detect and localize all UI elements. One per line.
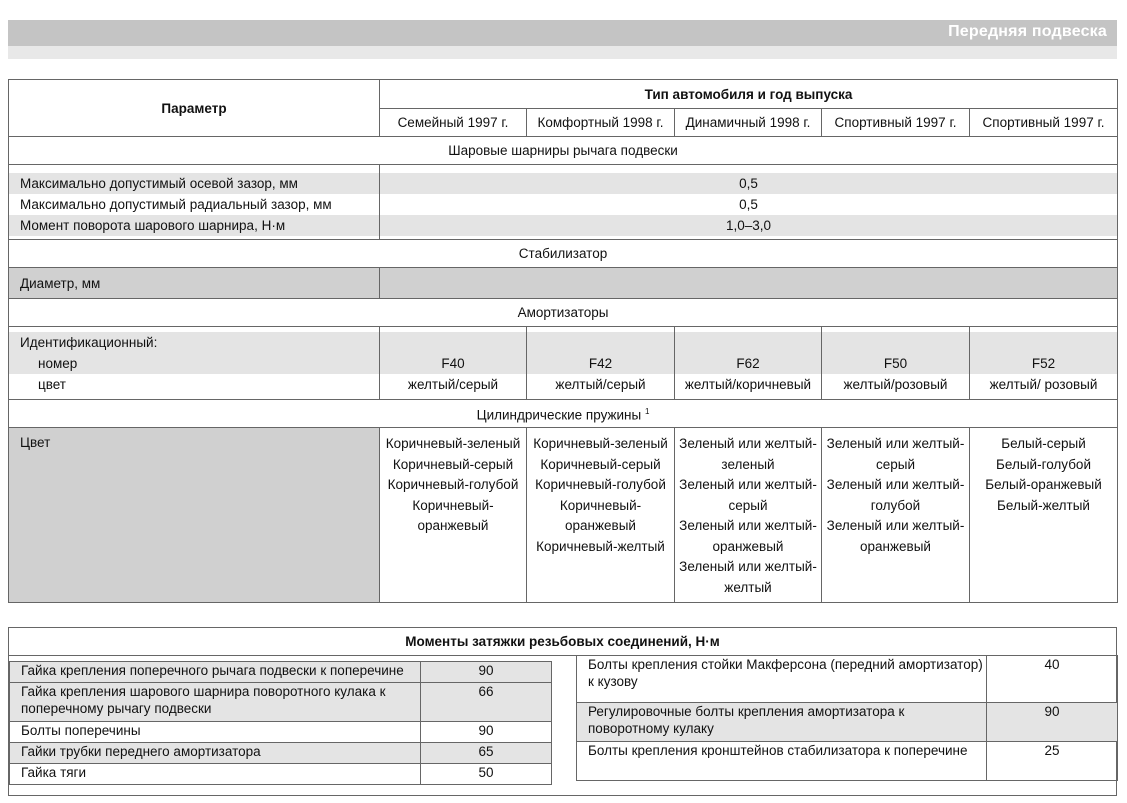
row-label: Максимально допустимый радиальный зазор, мм bbox=[20, 197, 332, 212]
torque-item-value: 65 bbox=[421, 743, 552, 764]
spring-color-item: Коричневый-голубой bbox=[387, 477, 519, 492]
section-header-bar bbox=[8, 20, 1117, 46]
torque-item-value: 40 bbox=[987, 656, 1118, 703]
column-header: Комфортный 1998 г. bbox=[527, 109, 675, 137]
spring-color-item: Коричневый-голубой bbox=[535, 477, 666, 492]
row-value: 1,0–3,0 bbox=[380, 215, 1117, 236]
torque-item-name: Болты поперечины bbox=[10, 722, 421, 743]
shock-number: F40 bbox=[380, 353, 526, 374]
spring-color-item: Белый-оранжевый bbox=[985, 477, 1102, 492]
spring-color-item: Коричневый-оранжевый bbox=[412, 497, 494, 533]
springs-footnote: 1 bbox=[644, 407, 650, 417]
torque-row bbox=[10, 743, 552, 764]
row-label: номер bbox=[9, 353, 379, 374]
group-header: Тип автомобиля и год выпуска bbox=[380, 80, 1118, 109]
row-label: Идентификационный: bbox=[9, 332, 379, 353]
torque-row bbox=[10, 722, 552, 743]
torque-table-left bbox=[9, 661, 552, 785]
spring-color-item: Зеленый или желтый-серый bbox=[679, 477, 817, 513]
spring-color-item: Коричневый-серый bbox=[540, 456, 661, 472]
torque-item-value: 50 bbox=[421, 764, 552, 785]
spring-color-item: Зеленый или желтый-оранжевый bbox=[826, 518, 965, 554]
shock-color: желтый/коричневый bbox=[684, 377, 812, 392]
shock-number: F62 bbox=[675, 353, 821, 374]
spring-color-item: Зеленый или желтый-оранжевый bbox=[679, 518, 817, 554]
row-label: Диаметр, мм bbox=[9, 268, 380, 299]
spring-color-item: Зеленый или желтый-голубой bbox=[826, 477, 965, 513]
torque-item-value: 66 bbox=[421, 683, 552, 722]
row-label: Максимально допустимый осевой зазор, мм bbox=[9, 173, 379, 194]
shock-cell bbox=[380, 327, 527, 400]
shock-cell bbox=[822, 327, 970, 400]
shock-number: F42 bbox=[527, 353, 674, 374]
spring-color-item: Зеленый или желтый-зеленый bbox=[679, 436, 817, 472]
row-label: цвет bbox=[38, 377, 66, 392]
shock-color: желтый/розовый bbox=[843, 377, 948, 392]
row-label: Цвет bbox=[9, 428, 380, 603]
torque-title: Моменты затяжки резьбовых соединений, Н·м bbox=[9, 628, 1116, 656]
torque-item-name: Регулировочные болты крепления амортизатора к поворотному кулаку bbox=[577, 703, 987, 742]
shock-color: желтый/серый bbox=[555, 377, 646, 392]
torque-item-name: Болты крепления кронштейнов стабилизатора к поперечине bbox=[577, 742, 987, 781]
shock-cell bbox=[675, 327, 822, 400]
torque-row bbox=[10, 683, 552, 722]
ball-joint-values bbox=[380, 165, 1118, 240]
shock-cell bbox=[527, 327, 675, 400]
section-title-stabilizer: Стабилизатор bbox=[9, 240, 1118, 268]
spring-color-item: Белый-серый bbox=[1001, 436, 1086, 451]
shock-color: желтый/ розовый bbox=[989, 377, 1098, 392]
torque-item-name: Гайка крепления шарового шарнира поворотного кулака к поперечному рычагу подвески bbox=[10, 683, 421, 722]
spring-color-item: Белый-голубой bbox=[996, 456, 1091, 472]
stabilizer-diameter-value bbox=[380, 268, 1118, 299]
column-header: Динамичный 1998 г. bbox=[675, 109, 822, 137]
torque-row bbox=[577, 742, 1118, 781]
torque-item-name: Гайки трубки переднего амортизатора bbox=[10, 743, 421, 764]
torque-row bbox=[10, 764, 552, 785]
ball-joint-labels bbox=[9, 165, 380, 240]
torque-row bbox=[577, 703, 1118, 742]
spring-colors bbox=[380, 428, 527, 603]
spring-colors bbox=[675, 428, 822, 603]
shock-color: желтый/серый bbox=[407, 377, 499, 392]
section-title: Передняя подвеска bbox=[948, 23, 1107, 40]
section-title-ball-joints: Шаровые шарниры рычага подвески bbox=[9, 137, 1118, 165]
torque-row bbox=[10, 662, 552, 683]
header-shadow-bar bbox=[8, 46, 1117, 59]
torque-item-value: 90 bbox=[421, 662, 552, 683]
section-title-shocks: Амортизаторы bbox=[9, 299, 1118, 327]
torque-item-name: Болты крепления стойки Макферсона (передний амортизатор) к кузову bbox=[577, 656, 987, 703]
torque-item-name: Гайка тяги bbox=[10, 764, 421, 785]
shock-number: F52 bbox=[970, 353, 1117, 374]
spring-color-item: Коричневый-зеленый bbox=[533, 436, 668, 451]
springs-title: Цилиндрические пружины bbox=[476, 407, 642, 423]
spring-color-item: Белый-желтый bbox=[997, 497, 1090, 513]
spec-table bbox=[8, 79, 1118, 603]
shock-number: F50 bbox=[822, 353, 969, 374]
spring-colors bbox=[822, 428, 970, 603]
spring-color-item: Коричневый-серый bbox=[392, 456, 514, 472]
torque-item-value: 90 bbox=[421, 722, 552, 743]
column-header: Спортивный 1997 г. bbox=[970, 109, 1118, 137]
spring-color-item: Коричневый-желтый bbox=[536, 538, 665, 554]
spring-color-item: Зеленый или желтый-желтый bbox=[679, 559, 817, 595]
spring-colors bbox=[970, 428, 1118, 603]
spring-color-item: Коричневый-зеленый bbox=[385, 436, 521, 451]
torque-panel bbox=[8, 627, 1117, 796]
spring-colors bbox=[527, 428, 675, 603]
shock-labels bbox=[9, 327, 380, 400]
column-header: Спортивный 1997 г. bbox=[822, 109, 970, 137]
spring-color-item: Зеленый или желтый-серый bbox=[826, 436, 965, 472]
torque-item-value: 25 bbox=[987, 742, 1118, 781]
spring-color-item: Коричневый-оранжевый bbox=[559, 497, 642, 533]
torque-table-right bbox=[576, 655, 1118, 781]
shock-cell bbox=[970, 327, 1118, 400]
section-title-springs bbox=[9, 400, 1118, 428]
column-header: Семейный 1997 г. bbox=[380, 109, 527, 137]
torque-row bbox=[577, 656, 1118, 703]
row-value: 0,5 bbox=[739, 197, 758, 212]
row-value: 0,5 bbox=[380, 173, 1117, 194]
row-label: Момент поворота шарового шарнира, Н·м bbox=[9, 215, 379, 236]
param-header: Параметр bbox=[9, 80, 380, 137]
torque-item-name: Гайка крепления поперечного рычага подвески к поперечине bbox=[10, 662, 421, 683]
torque-item-value: 90 bbox=[987, 703, 1118, 742]
